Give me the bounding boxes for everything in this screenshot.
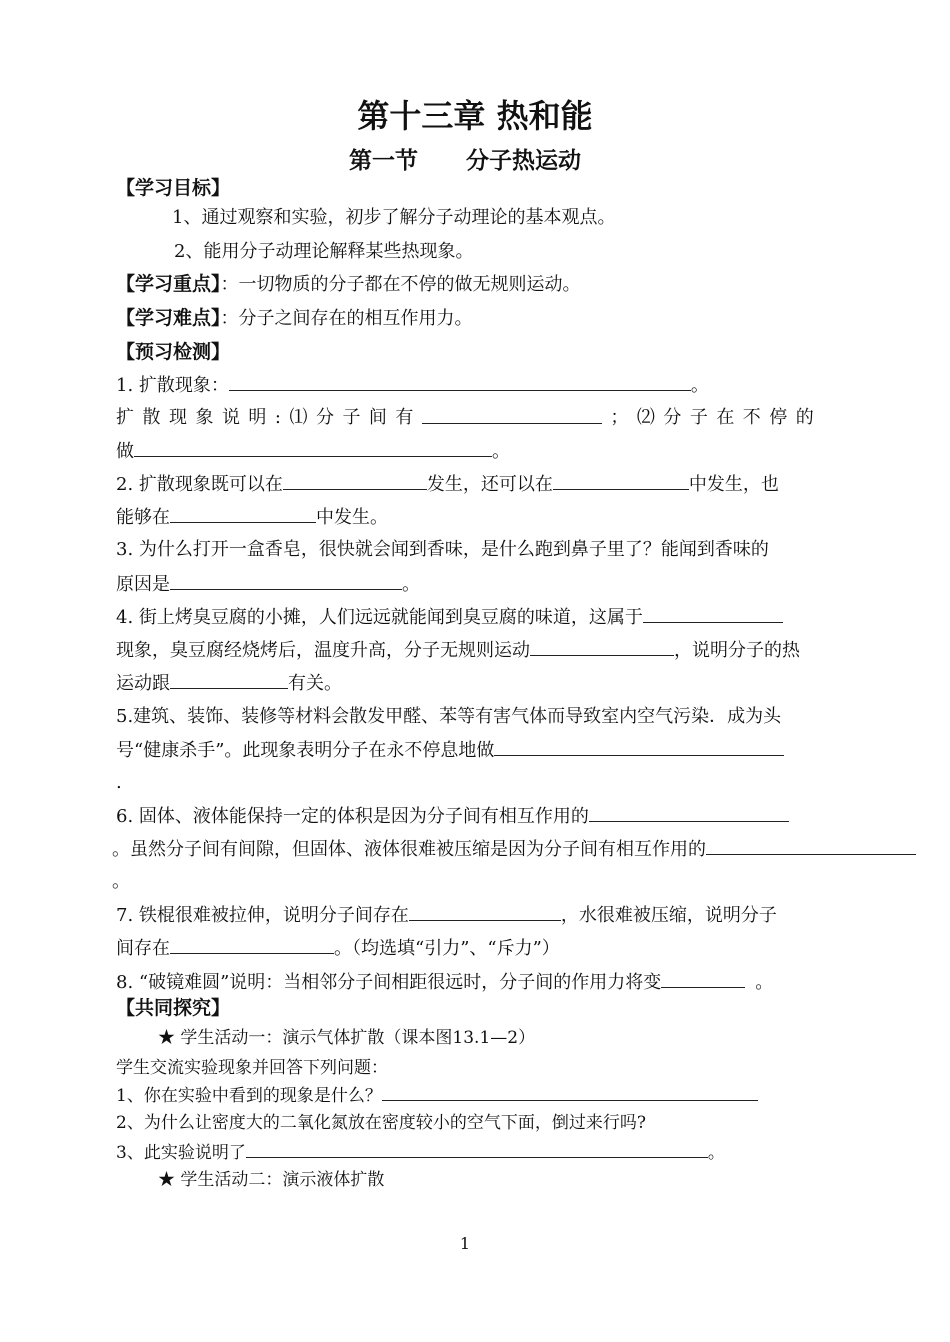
char: 的 [795,407,814,428]
explore-intro: 学生交流实验现象并回答下列问题： [116,1058,388,1078]
char: 子 [342,407,361,428]
answer-blank[interactable] [706,837,916,855]
question-text: 8. “破镜难圆”说明：当相邻分子间相距很远时，分子间的作用力将变 [116,972,662,993]
char: 间 [368,407,387,428]
question-6-line3: 。 [112,871,130,892]
char: 现 [168,407,187,428]
char: 停 [769,407,788,428]
question-3: 3. 为什么打开一盒香皂，很快就会闻到香味，是什么跑到鼻子里了？能闻到香味的 [116,539,769,560]
char: 分 [663,407,682,428]
question-text: 1. 扩散现象： [116,375,229,396]
answer-blank[interactable] [643,605,783,623]
difficulty [116,306,473,331]
answer-blank[interactable] [229,373,691,391]
question-text: 发生，还可以在 [426,474,553,495]
answer-blank[interactable] [553,472,689,490]
activity-2: ★ 学生活动二：演示液体扩散 [158,1170,385,1190]
question-5-line2 [116,738,784,763]
char: ； [610,407,629,428]
question-text: 间存在 [116,938,170,959]
answer-blank[interactable] [382,1083,758,1101]
question-1b [116,406,814,430]
answer-blank[interactable] [409,903,561,921]
question-6 [116,804,789,829]
answer-blank[interactable] [422,406,602,424]
question-text: 1、你在实验中看到的现象是什么？ [116,1086,382,1106]
answer-blank[interactable] [170,505,316,523]
key-point-heading: 【学习重点】 [116,273,221,295]
question-6-line2 [112,837,916,862]
question-text: ，水很难被压缩，说明分子 [560,905,777,926]
char: ⑴ [289,407,308,428]
difficulty-heading: 【学习难点】 [116,307,221,329]
punct: 。 [690,375,709,396]
char: 子 [689,407,708,428]
key-point [116,272,581,297]
section-title: 第一节 分子热运动 [348,148,582,174]
punct: 。 [755,972,774,993]
explore-question-3 [116,1140,725,1165]
punct: 。 [707,1143,725,1163]
question-2-line2 [116,505,388,530]
question-text: 号“健康杀手”。此现象表明分子在永不停息地做 [116,740,495,761]
answer-blank[interactable] [494,738,784,756]
question-4-line3 [116,671,342,696]
explore-heading: 【共同探究】 [116,997,231,1019]
char: 明 [248,407,267,428]
question-text: 中发生。 [316,507,388,528]
question-text: 能够在 [116,507,170,528]
objective-item: 1、通过观察和实验，初步了解分子动理论的基本观点。 [172,207,616,228]
question-text: 3、此实验说明了 [116,1143,246,1163]
char: 不 [742,407,761,428]
char: 有 [395,407,414,428]
explore-question-2: 2、为什么让密度大的二氧化氮放在密度较小的空气下面，倒过来行吗? [116,1113,646,1133]
char: 扩 [116,407,134,428]
question-text: 中发生，也 [688,474,779,495]
question-text: 7. 铁棍很难被拉伸，说明分子间存在 [116,905,409,926]
char: 象 [195,407,214,428]
char: 说 [221,407,240,428]
preview-heading: 【预习检测】 [116,341,231,363]
answer-blank[interactable] [170,936,334,954]
page-title: 第十三章 热和能 [357,97,593,135]
objectives-heading: 【学习目标】 [116,177,231,199]
page-number: 1 [459,1234,471,1253]
question-text: 做 [116,441,134,462]
punct: 。 [492,441,510,462]
answer-blank[interactable] [170,671,288,689]
question-4 [116,605,783,630]
objective-item: 2、能用分子动理论解释某些热现象。 [174,241,474,262]
question-4-line2 [116,638,800,663]
question-text: 原因是 [116,574,170,595]
question-text: 4. 街上烤臭豆腐的小摊，人们远远就能闻到臭豆腐的味道，这属于 [116,607,643,628]
question-text: 6. 固体、液体能保持一定的体积是因为分子间有相互作用的 [116,806,589,827]
question-1b-line2 [116,439,510,464]
answer-blank[interactable] [170,572,402,590]
answer-blank[interactable] [246,1140,708,1158]
question-2 [116,472,779,497]
question-1 [116,373,709,398]
question-3-line2 [116,572,420,597]
explore-question-1 [116,1083,758,1108]
question-5: 5.建筑、装饰、装修等材料会散发甲醛、苯等有害气体而导致室内空气污染．成为头 [116,706,782,727]
question-5-line3: . [116,772,122,793]
answer-blank[interactable] [661,970,745,988]
char: 在 [716,407,735,428]
char: : [274,407,281,428]
activity-1: ★ 学生活动一：演示气体扩散（课本图13.1—2） [158,1028,536,1048]
question-text: 。虽然分子间有间隙，但固体、液体很难被压缩是因为分子间有相互作用的 [112,839,706,860]
question-text: 。（均选填“引力”、“斥力”） [334,938,560,959]
char: 散 [142,407,161,428]
question-7 [116,903,777,928]
answer-blank[interactable] [134,439,492,457]
answer-blank[interactable] [283,472,427,490]
key-point-text: ：一切物质的分子都在不停的做无规则运动。 [220,274,581,295]
question-text: 运动跟 [116,673,170,694]
question-8 [116,970,773,995]
answer-blank[interactable] [589,804,789,822]
question-text: ，说明分子的热 [674,640,800,661]
answer-blank[interactable] [530,638,674,656]
char: ⑵ [636,407,655,428]
punct: 。 [402,574,420,595]
question-7-line2 [116,936,560,961]
question-text: 现象，臭豆腐经烧烤后，温度升高，分子无规则运动 [116,640,530,661]
difficulty-text: ：分子之间存在的相互作用力。 [220,308,473,329]
char: 分 [315,407,334,428]
question-text: 有关。 [288,673,342,694]
question-text: 2. 扩散现象既可以在 [116,474,283,495]
